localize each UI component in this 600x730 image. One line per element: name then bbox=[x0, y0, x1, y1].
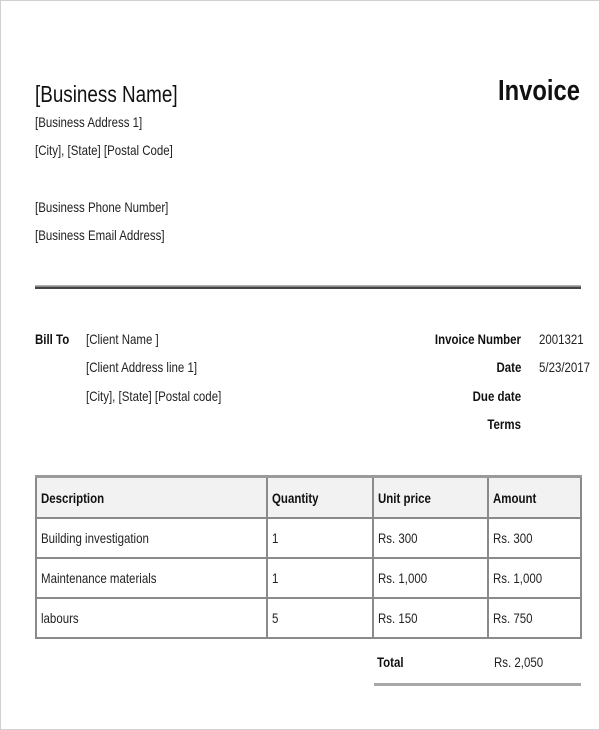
date-value: 5/23/2017 bbox=[539, 359, 591, 375]
cell-amount: Rs. 750 bbox=[488, 598, 581, 638]
table-row bbox=[36, 558, 581, 598]
invoice-title: Invoice bbox=[498, 75, 580, 107]
bill-to-label: Bill To bbox=[35, 331, 70, 347]
due-date-label: Due date bbox=[472, 388, 521, 404]
table-header-row bbox=[36, 477, 581, 519]
invoice-number-value: 2001321 bbox=[539, 331, 584, 347]
invoice-number-label: Invoice Number bbox=[434, 331, 521, 347]
cell-unit-price: Rs. 1,000 bbox=[373, 558, 489, 598]
cell-amount: Rs. 300 bbox=[488, 518, 581, 558]
cell-unit-price: Rs. 300 bbox=[373, 518, 489, 558]
cell-quantity: 5 bbox=[267, 598, 373, 638]
business-address: [Business Address 1] bbox=[35, 114, 143, 130]
client-city-state-postal: [City], [State] [Postal code] bbox=[86, 388, 222, 404]
client-address: [Client Address line 1] bbox=[86, 359, 198, 375]
cell-quantity: 1 bbox=[267, 518, 373, 558]
business-name: [Business Name] bbox=[35, 81, 178, 107]
cell-description: Maintenance materials bbox=[36, 558, 267, 598]
business-phone: [Business Phone Number] bbox=[35, 199, 169, 215]
column-header-quantity: Quantity bbox=[267, 477, 373, 519]
column-header-amount: Amount bbox=[488, 477, 581, 519]
column-header-unit-price: Unit price bbox=[373, 477, 489, 519]
table-row bbox=[36, 518, 581, 558]
cell-description: Building investigation bbox=[36, 518, 267, 558]
line-items-table bbox=[35, 475, 582, 639]
total-label: Total bbox=[377, 654, 404, 670]
total-value: Rs. 2,050 bbox=[494, 654, 544, 670]
date-label: Date bbox=[496, 359, 521, 375]
table-row bbox=[36, 598, 581, 638]
total-underline bbox=[374, 683, 581, 686]
cell-amount: Rs. 1,000 bbox=[488, 558, 581, 598]
business-email: [Business Email Address] bbox=[35, 227, 165, 243]
header-divider bbox=[35, 285, 581, 289]
cell-description: labours bbox=[36, 598, 267, 638]
client-name: [Client Name ] bbox=[86, 331, 159, 347]
business-city-state-postal: [City], [State] [Postal Code] bbox=[35, 142, 173, 158]
cell-quantity: 1 bbox=[267, 558, 373, 598]
column-header-description: Description bbox=[36, 477, 267, 519]
cell-unit-price: Rs. 150 bbox=[373, 598, 489, 638]
terms-label: Terms bbox=[487, 416, 521, 432]
